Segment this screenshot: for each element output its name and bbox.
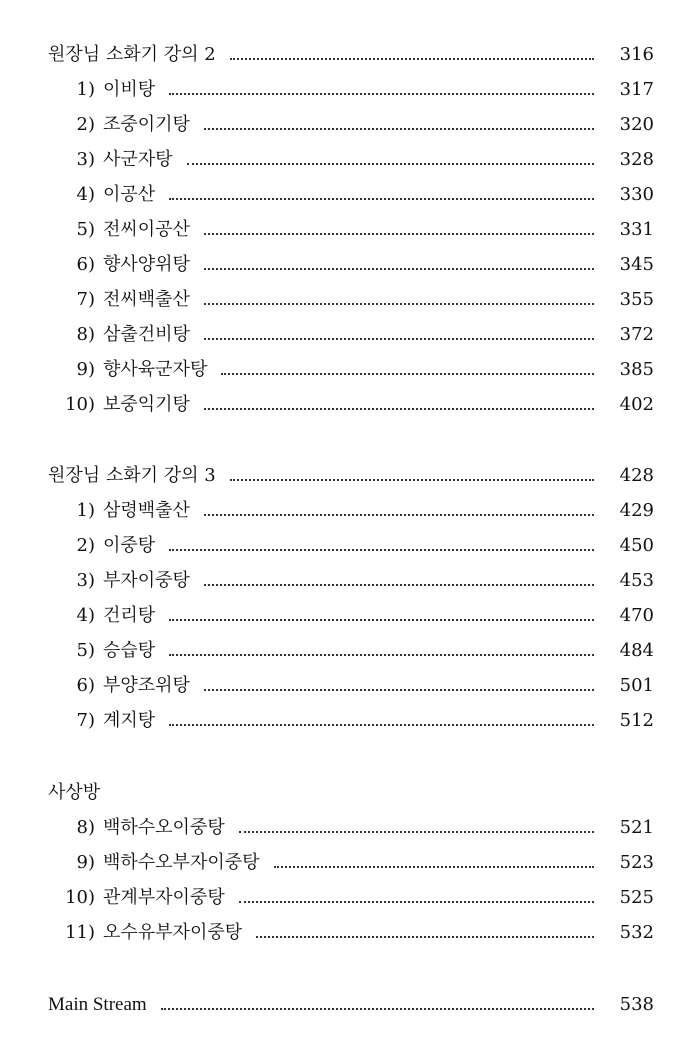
toc-entry-number: 8) xyxy=(76,323,95,345)
toc-page-number: 484 xyxy=(619,639,654,661)
dot-leader xyxy=(204,128,594,130)
toc-entry-number: 2) xyxy=(76,534,95,556)
dot-leader xyxy=(169,549,594,551)
toc-entry-number: 10) xyxy=(65,393,95,415)
toc-entry-title: 향사육군자탕 xyxy=(103,358,208,380)
toc-entry xyxy=(0,528,700,563)
toc-page-number: 538 xyxy=(619,993,654,1015)
toc-heading xyxy=(0,775,700,810)
toc-entry xyxy=(0,247,700,282)
dot-leader xyxy=(204,233,594,235)
toc-entry xyxy=(0,212,700,247)
toc-entry-title: 백하수오이중탕 xyxy=(103,816,225,838)
toc-entry-number: 4) xyxy=(76,183,95,205)
toc-entry-title: 관계부자이중탕 xyxy=(103,886,225,908)
dot-leader xyxy=(169,619,594,621)
toc-entry-title: 오수유부자이중탕 xyxy=(103,921,243,943)
toc-section-lecture-3 xyxy=(0,458,700,738)
dot-leader xyxy=(256,936,594,938)
toc-page-number: 385 xyxy=(619,358,654,380)
toc-page-number: 501 xyxy=(619,674,654,696)
toc-page-number: 532 xyxy=(619,921,654,943)
dot-leader xyxy=(169,654,594,656)
toc-page-number: 316 xyxy=(619,43,654,65)
toc-section-sasang xyxy=(0,775,700,950)
toc-entry-number: 7) xyxy=(76,709,95,731)
toc-entry-title: 건리탕 xyxy=(103,604,156,626)
toc-heading-title: 원장님 소화기 강의 3 xyxy=(48,464,216,486)
toc-heading-title: Main Stream xyxy=(48,994,147,1015)
toc-entry xyxy=(0,177,700,212)
toc-entry-number: 1) xyxy=(76,499,95,521)
dot-leader xyxy=(204,338,594,340)
toc-entry xyxy=(0,915,700,950)
toc-page-number: 402 xyxy=(619,393,654,415)
toc-entry-number: 6) xyxy=(76,674,95,696)
toc-entry-title: 이중탕 xyxy=(103,534,156,556)
toc-entry xyxy=(0,352,700,387)
toc-entry xyxy=(0,703,700,738)
toc-entry-title: 전씨백출산 xyxy=(103,288,190,310)
dot-leader xyxy=(204,689,594,691)
dot-leader xyxy=(204,303,594,305)
toc-entry-number: 10) xyxy=(65,886,95,908)
toc-entry-title: 부자이중탕 xyxy=(103,569,190,591)
dot-leader xyxy=(204,514,594,516)
toc-entry-title: 사군자탕 xyxy=(103,148,173,170)
toc-heading xyxy=(0,458,700,493)
toc-entry-number: 3) xyxy=(76,569,95,591)
toc-entry-number: 4) xyxy=(76,604,95,626)
toc-page-number: 512 xyxy=(619,709,654,731)
toc-page-number: 330 xyxy=(619,183,654,205)
toc-entry-title: 전씨이공산 xyxy=(103,218,190,240)
toc-entry-title: 계지탕 xyxy=(103,709,156,731)
toc-page-number: 523 xyxy=(619,851,654,873)
toc-entry-title: 삼령백출산 xyxy=(103,499,190,521)
toc-entry-number: 5) xyxy=(76,639,95,661)
toc-heading xyxy=(0,987,700,1022)
toc-entry xyxy=(0,668,700,703)
toc-page-number: 525 xyxy=(619,886,654,908)
dot-leader xyxy=(204,268,594,270)
toc-entry-title: 이비탕 xyxy=(103,78,156,100)
toc-page-number: 317 xyxy=(619,78,654,100)
toc-page-number: 328 xyxy=(619,148,654,170)
dot-leader xyxy=(169,724,594,726)
toc-page-number: 450 xyxy=(619,534,654,556)
toc-entry xyxy=(0,282,700,317)
toc-page-number: 355 xyxy=(619,288,654,310)
toc-section-lecture-2 xyxy=(0,37,700,422)
toc-entry-title: 삼출건비탕 xyxy=(103,323,190,345)
toc-page-number: 320 xyxy=(619,113,654,135)
toc-entry-number: 9) xyxy=(76,358,95,380)
toc-entry-number: 9) xyxy=(76,851,95,873)
toc-entry-number: 1) xyxy=(76,78,95,100)
toc-heading-title: 사상방 xyxy=(48,781,101,803)
toc-page-number: 453 xyxy=(619,569,654,591)
toc-entry-title: 승습탕 xyxy=(103,639,156,661)
toc-entry-number: 6) xyxy=(76,253,95,275)
dot-leader xyxy=(169,93,594,95)
toc-entry-title: 향사양위탕 xyxy=(103,253,190,275)
toc-entry-number: 8) xyxy=(76,816,95,838)
toc-entry xyxy=(0,810,700,845)
toc-entry-number: 7) xyxy=(76,288,95,310)
toc-page-number: 428 xyxy=(619,464,654,486)
dot-leader xyxy=(161,1008,594,1010)
toc-entry-title: 이공산 xyxy=(103,183,156,205)
toc-entry xyxy=(0,107,700,142)
toc-entry xyxy=(0,317,700,352)
toc-section-main-stream xyxy=(0,987,700,1022)
toc-entry-title: 부양조위탕 xyxy=(103,674,190,696)
toc-page-number: 470 xyxy=(619,604,654,626)
toc-page-number: 331 xyxy=(619,218,654,240)
toc-heading xyxy=(0,37,700,72)
toc-entry-number: 5) xyxy=(76,218,95,240)
toc-entry-number: 11) xyxy=(65,921,95,943)
toc-entry xyxy=(0,563,700,598)
toc-entry xyxy=(0,845,700,880)
toc-entry-title: 백하수오부자이중탕 xyxy=(103,851,260,873)
dot-leader xyxy=(274,866,595,868)
toc-entry xyxy=(0,72,700,107)
toc-page-number: 345 xyxy=(619,253,654,275)
dot-leader xyxy=(187,163,594,165)
toc-entry xyxy=(0,633,700,668)
toc-entry xyxy=(0,387,700,422)
toc-entry xyxy=(0,493,700,528)
toc-entry-number: 3) xyxy=(76,148,95,170)
toc-entry-title: 보중익기탕 xyxy=(103,393,190,415)
dot-leader xyxy=(204,408,594,410)
dot-leader xyxy=(169,198,594,200)
dot-leader xyxy=(230,58,594,60)
toc-entry-title: 조중이기탕 xyxy=(103,113,190,135)
toc-page-number: 429 xyxy=(619,499,654,521)
toc-entry xyxy=(0,598,700,633)
toc-entry-number: 2) xyxy=(76,113,95,135)
dot-leader xyxy=(221,373,594,375)
toc-entry xyxy=(0,142,700,177)
dot-leader xyxy=(239,831,594,833)
toc-heading-title: 원장님 소화기 강의 2 xyxy=(48,43,216,65)
dot-leader xyxy=(204,584,594,586)
toc-page-number: 521 xyxy=(619,816,654,838)
toc-entry xyxy=(0,880,700,915)
toc-page-number: 372 xyxy=(619,323,654,345)
dot-leader xyxy=(239,901,594,903)
dot-leader xyxy=(230,479,594,481)
